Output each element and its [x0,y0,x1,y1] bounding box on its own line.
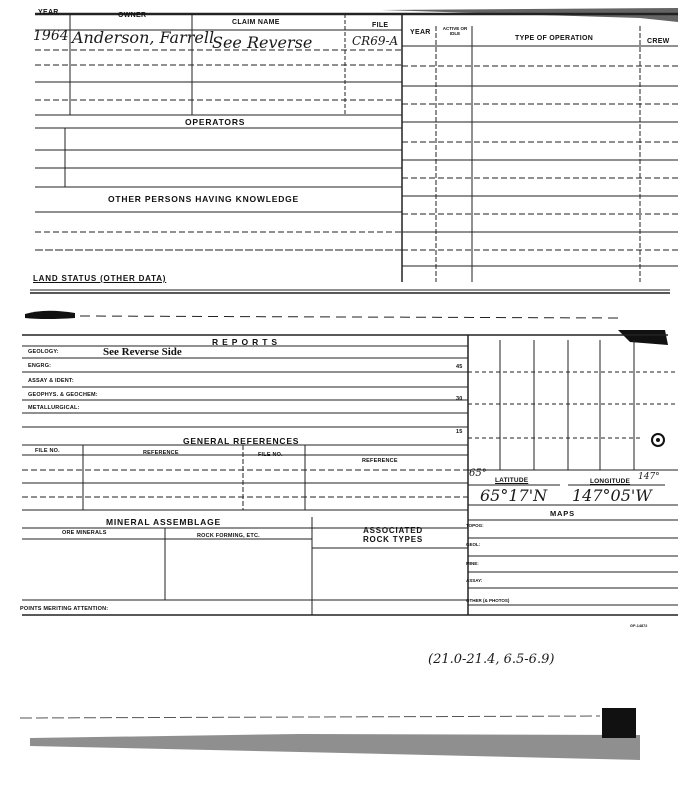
col-claim-name-header: CLAIM NAME [232,19,280,26]
operators-title: OPERATORS [185,117,246,127]
maps-topog: TOPOG: [466,523,484,528]
file-no-header-2: FILE NO. [258,452,283,458]
maps-mine: MINE: [466,561,479,566]
rock-forming-header: ROCK FORMING, ETC. [197,533,260,539]
other-persons-title: OTHER PERSONS HAVING KNOWLEDGE [108,194,300,204]
engrg-label: ENGRG: [28,363,52,369]
maps-other: OTHER (& PHOTOS) [466,598,510,603]
metallurgical-label: METALLURGICAL: [28,405,80,411]
op-col-year: YEAR [410,29,431,36]
maps-assay: ASSAY: [466,578,483,583]
longitude-label: LONGITUDE [590,478,631,485]
geophys-label: GEOPHYS. & GEOCHEM: [28,392,98,398]
reference-header-1: REFERENCE [143,450,179,456]
mineral-assemblage-title: MINERAL ASSEMBLAGE [106,517,221,527]
row1-year: 1964 [33,28,69,44]
reference-header-2: REFERENCE [362,458,398,464]
land-status-label: LAND STATUS (OTHER DATA) [33,274,167,283]
tick-45: 45 [456,364,463,370]
assay-label: ASSAY & IDENT: [28,378,74,384]
col-owner-header: OWNER [118,12,147,19]
points-meriting-label: POINTS MERITING ATTENTION: [20,606,109,612]
file-no-header-1: FILE NO. [35,448,60,454]
geology-value: See Reverse Side [103,346,182,358]
maps-title: MAPS [550,509,575,518]
tick-30: 30 [456,396,463,402]
op-col-active: ACTIVE OR IDLE [442,26,468,36]
op-col-crew: CREW [647,38,670,45]
latitude-label: LATITUDE [495,477,529,484]
row1-claim: See Reverse [212,33,313,52]
maps-geol: GEOL: [466,542,481,547]
col-file-header: FILE [372,22,389,29]
row1-file: CR69-A [352,34,399,48]
reports-title: REPORTS [212,337,282,347]
row1-owner: Anderson, Farrell [72,28,215,47]
col-year-header: YEAR [38,9,59,16]
longitude-prefix: 147° [638,472,660,482]
form-code: GP-14872 [630,624,648,628]
op-col-type: TYPE OF OPERATION [515,35,594,42]
geology-label: GEOLOGY: [28,349,59,355]
ore-minerals-header: ORE MINERALS [62,530,107,536]
latitude-value: 65°17'N [480,486,548,505]
tick-15: 15 [456,429,463,435]
handwritten-note: (21.0-21.4, 6.5-6.9) [428,652,555,667]
associated-rock-types: ASSOCIATED ROCK TYPES [362,526,423,544]
latitude-prefix: 65° [469,468,487,479]
general-references-title: GENERAL REFERENCES [183,436,300,446]
longitude-value: 147°05'W [572,486,652,505]
